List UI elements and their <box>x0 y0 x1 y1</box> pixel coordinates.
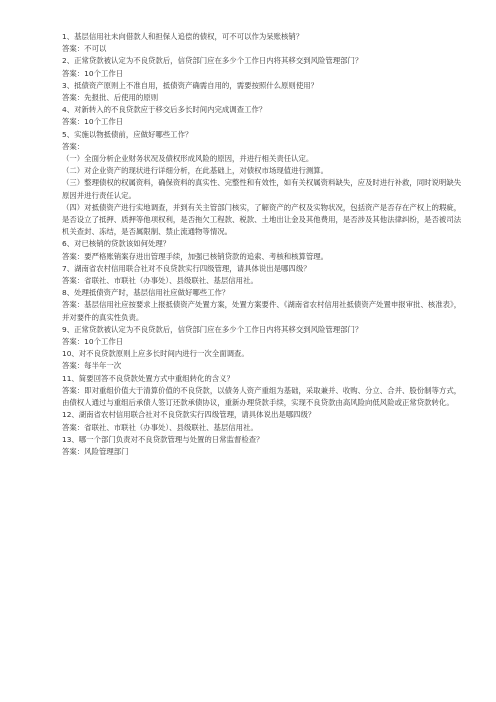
answer-9: 答案：10个工作日 <box>62 337 124 347</box>
answer-4: 答案：10个工作日 <box>62 117 124 127</box>
question-11: 11、简要回答不良贷款处置方式中重组转化的含义？ <box>62 373 235 383</box>
question-12: 12、湖南省农村信用联合社对不良贷款实行四级管理，请具体说出是哪四级？ <box>62 410 316 420</box>
question-1: 1、基层信用社未向借款人和担保人追偿的债权，可不可以作为呆账核销？ <box>62 32 304 41</box>
question-7: 7、湖南省农村信用联合社对不良贷款实行四级管理，请具体说出是哪四级？ <box>62 263 311 273</box>
question-8: 8、处理抵债资产时，基层信用社应做好哪些工作？ <box>62 288 230 298</box>
answer-5-label: 答案： <box>62 141 85 151</box>
answer-10: 答案：每半年一次 <box>62 361 122 371</box>
question-10: 10、对不良贷款原则上应多长时间内进行一次全面调查。 <box>62 349 249 359</box>
question-3: 3、抵债资产原则上不准自用，抵债资产确需自用的，需要按照什么原则使用？ <box>62 80 318 90</box>
answer-12: 答案：省联社、市联社（办事处）、县级联社、基层信用社。 <box>62 422 258 432</box>
answer-13: 答案：风险管理部门 <box>62 446 129 456</box>
question-9: 9、正常贷款被认定为不良贷款后，信贷部门应在多少个工作日内将其移交到风险管理部门？ <box>62 324 363 334</box>
question-6: 6、对已核销的贷款该如何处理？ <box>62 239 171 249</box>
answer-5-item-4: （四）对抵债资产进行实地调查，并到有关主管部门核实，了解资产的产权及实物状况，包括资产是否存在产权上的瑕疵，是否设立了抵押、质押等他项权利，是否拖欠工程款、税款、土地出让金及其他费用，是否涉及其他法律纠纷，是否被司法机关查封、冻结，是否属限制、禁止流通物等情况。 <box>62 202 462 237</box>
answer-1: 答案：不可以 <box>62 44 107 54</box>
answer-3: 答案：先报批、后使用的原则 <box>62 93 159 103</box>
document-page <box>62 31 462 458</box>
question-4: 4、对新转入的不良贷款应于移交后多长时间内完成调查工作？ <box>62 105 267 115</box>
answer-8: 答案：基层信用社应按要求上报抵债资产处置方案，处置方案要件、《湖南省农村信用社抵债资产处置申报审批、核准表》，并对要件的真实性负责。 <box>62 300 462 322</box>
question-13: 13、哪一个部门负责对不良贷款管理与处置的日常监督检查？ <box>62 434 264 444</box>
answer-5-item-1: （一）全面分析企业财务状况及债权形成风险的原因，并进行相关责任认定。 <box>62 154 314 164</box>
answer-5-item-2: （二）对企业资产的现状进行详细分析，在此基础上，对债权市场现值进行测算。 <box>62 166 329 176</box>
question-2: 2、正常贷款被认定为不良贷款后，信贷部门应在多少个工作日内将其移交到风险管理部门？ <box>62 56 363 66</box>
answer-7: 答案：省联社、市联社（办事处）、县级联社、基层信用社。 <box>62 276 258 286</box>
answer-6: 答案：要严格账销案存进出管理手续，加强已核销贷款的追索、考核和核算管理。 <box>62 251 329 261</box>
answer-5-item-3: （三）整理债权的权属资料，确保资料的真实性、完整性和有效性，如有关权属资料缺失，应及时进行补救，同时说明缺失原因并进行责任认定。 <box>62 178 462 200</box>
question-5: 5、实施以物抵债前，应做好哪些工作？ <box>62 129 193 139</box>
answer-11: 答案：即对重组价值大于清算价值的不良贷款，以债务人资产重组为基础，采取兼并、收购、分立、合并、股份制等方式，由债权人通过与重组后承债人签订还款承债协议，重新办理贷款手续，实现不良贷款由高风险向低风险或正常贷款转化。 <box>62 385 462 408</box>
answer-2: 答案：10个工作日 <box>62 68 124 78</box>
